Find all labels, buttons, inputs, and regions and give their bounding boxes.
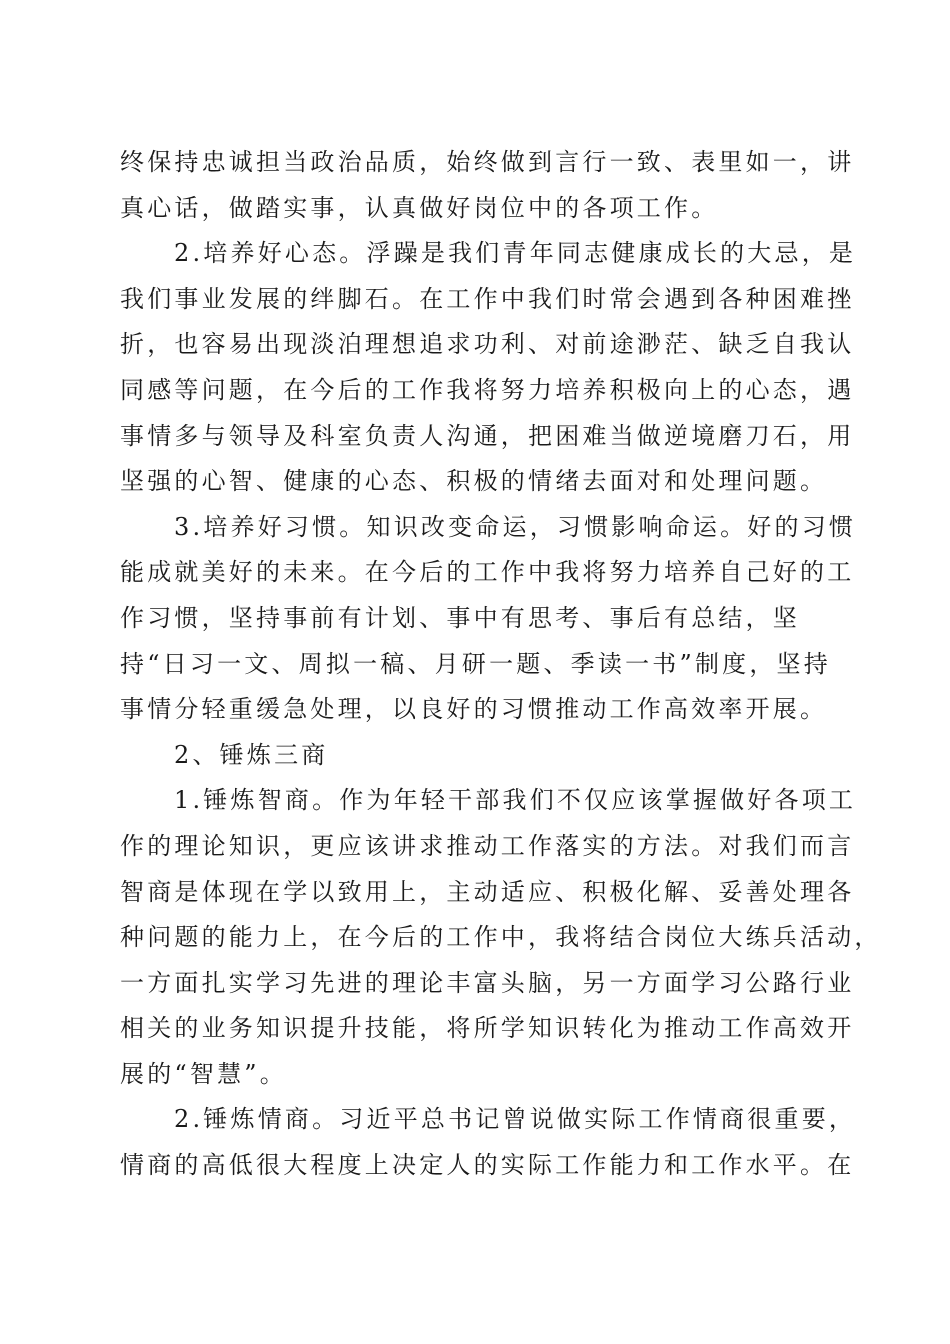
paragraph-habits [120, 505, 857, 733]
heading-line: 2、锤炼三商 [174, 740, 329, 769]
paragraph-eq [120, 1097, 857, 1188]
text-line: 一方面扎实学习先进的理论丰富头脑，另一方面学习公路行业 [120, 968, 855, 997]
text-line: 相关的业务知识提升技能，将所学知识转化为推动工作高效开 [120, 1014, 855, 1043]
text-line: 坚强的心智、健康的心态、积极的情绪去面对和处理问题。 [120, 467, 828, 496]
text-line: 真心话，做踏实事，认真做好岗位中的各项工作。 [120, 193, 719, 222]
text-line: 能成就美好的未来。在今后的工作中我将努力培养自己好的工 [120, 558, 855, 587]
text-line: 情商的高低很大程度上决定人的实际工作能力和工作水平。在 [120, 1151, 855, 1180]
text-line: 同感等问题，在今后的工作我将努力培养积极向上的心态，遇 [120, 375, 855, 404]
paragraph-attitude [120, 231, 857, 505]
text-line: 3.培养好习惯。知识改变命运，习惯影响命运。好的习惯 [174, 512, 857, 541]
text-line: 种问题的能力上，在今后的工作中，我将结合岗位大练兵活动， [120, 923, 882, 952]
paragraph-iq [120, 778, 882, 1097]
text-line: 事情分轻重缓急处理，以良好的习惯推动工作高效率开展。 [120, 695, 828, 724]
text-line: 终保持忠诚担当政治品质，始终做到言行一致、表里如一，讲 [120, 148, 855, 176]
text-line: 1.锤炼智商。作为年轻干部我们不仅应该掌握做好各项工 [174, 786, 857, 815]
body-text [120, 140, 882, 1189]
section-heading [120, 733, 835, 779]
text-line: 2.培养好心态。浮躁是我们青年同志健康成长的大忌，是 [174, 239, 857, 268]
text-line: 事情多与领导及科室负责人沟通，把困难当做逆境磨刀石，用 [120, 421, 855, 450]
paragraph-continued [120, 140, 855, 231]
text-line: 折，也容易出现淡泊理想追求功利、对前途渺茫、缺乏自我认 [120, 330, 855, 359]
text-line: 智商是体现在学以致用上，主动适应、积极化解、妥善处理各 [120, 877, 855, 906]
text-line: 作的理论知识，更应该讲求推动工作落实的方法。对我们而言 [120, 831, 855, 860]
text-line: 我们事业发展的绊脚石。在工作中我们时常会遇到各种困难挫 [120, 284, 855, 313]
text-line: 2.锤炼情商。习近平总书记曾说做实际工作情商很重要， [174, 1105, 857, 1134]
text-line: 作习惯，坚持事前有计划、事中有思考、事后有总结，坚 [120, 603, 800, 632]
text-line: 持“日习一文、周拟一稿、月研一题、季读一书”制度，坚持 [120, 649, 831, 678]
text-line: 展的“智慧”。 [120, 1059, 287, 1088]
